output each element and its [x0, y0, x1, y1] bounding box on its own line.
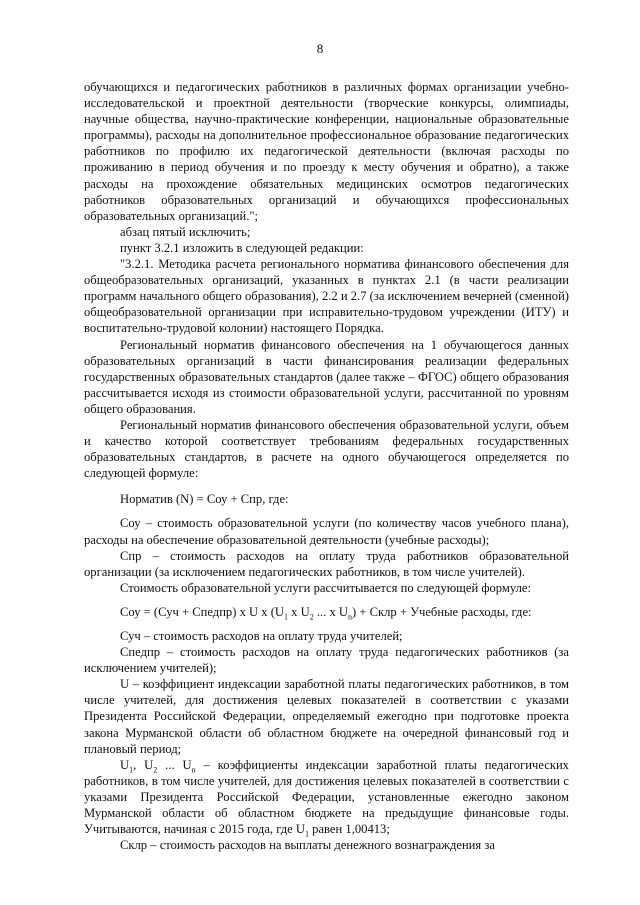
paragraph: обучающихся и педагогических работников в различных формах организации учебно-исследовательской и проектной деятельности (творческие конкурсы, олимпиады, научные общества, научно-практические конференции, национальные образовательные программы), расходы на дополнительное профессиональное образование педагогических работников по профилю их педагогической деятельности (включая расходы по проживанию в период обучения и по проезду к месту обучения и обратно), а также расходы на прохождение обязательных медицинских осмотров педагогических работников образовательных организаций и обучающихся профессиональных образовательных организаций.";: [84, 80, 569, 223]
paragraph: Региональный норматив финансового обеспечения на 1 обучающегося данных образовательных организаций в части финансирования реализации федеральных государственных образовательных стандартов (далее также – ФГОС) общего образования рассчитывается исходя из стоимости образовательной услуги, рассчитанной по уровням общего образования.: [84, 337, 569, 416]
paragraph: Региональный норматив финансового обеспечения образовательной услуги, объем и качество которой соответствует требованиям федеральных государственных образовательных стандартов, в расчете на одного обучающегося определяется по следующей формуле:: [84, 417, 569, 481]
paragraph: Спр – стоимость расходов на оплату труда работников образовательной организации (за исключением педагогических работников, в том числе учителей).: [84, 548, 569, 579]
paragraph: Стоимость образовательной услуги рассчитывается по следующей формуле:: [120, 580, 531, 595]
page-number: 8: [316, 41, 324, 56]
document-body: [84, 79, 569, 853]
paragraph-group-1: [84, 79, 569, 596]
paragraph: U – коэффициент индексации заработной платы педагогических работников, в том числе учителей, для достижения целевых показателей в соответствии с указами Президента Российской Федерации, определяемый ежегодно при подготовке проекта закона Мурманской области об областном бюджете на очередной финансовый год и плановый период;: [84, 677, 569, 756]
paragraph: Норматив (N) = Соу + Спр, где:: [120, 492, 289, 507]
paragraph: Спедпр – стоимость расходов на оплату труда педагогических работников (за исключением учителей);: [84, 645, 569, 676]
paragraph-coefficients: $U_1$, $U_2$ ... $U_n$ – коэффициенты индексации заработной платы педагогических работников, в том числе учителей, для достижения целевых показателей в соответствии с указами Президента Российской Федерации, установленные ежегодно законом Мурманской области об областном бюджете на предыдущие финансовые годы. Учитываются, начиная с 2015 года, где $U_1$ равен 1,00413;: [84, 757, 569, 839]
paragraph: Соу – стоимость образовательной услуги (по количеству часов учебного плана), расходы на обеспечение образовательной деятельности (учебные расходы);: [84, 516, 569, 547]
formula-service-cost: Соу = (Суч + Спедпр) x U x ($U_1$ x $U_2$ ... x $U_n$) + Склр + Учебные расходы, где:: [120, 604, 532, 622]
paragraph: "3.2.1. Методика расчета регионального норматива финансового обеспечения для общеобразовательных организаций, указанных в пунктах 2.1 (в части реализации программ начального общего образования), 2.2 и 2.7 (за исключением вечерней (сменной) общеобразовательной организации при исправительно-трудовом учреждении (ИТУ) и воспитательно-трудовой колонии) настоящего Порядка.: [84, 257, 569, 336]
paragraph: пункт 3.2.1 изложить в следующей редакции:: [120, 240, 364, 255]
paragraph-group-2: [84, 628, 569, 757]
paragraph: абзац пятый исключить;: [120, 224, 251, 239]
paragraph-last: Склр – стоимость расходов на выплаты денежного вознаграждения за: [120, 838, 495, 853]
paragraph: Суч – стоимость расходов на оплату труда учителей;: [120, 629, 403, 643]
